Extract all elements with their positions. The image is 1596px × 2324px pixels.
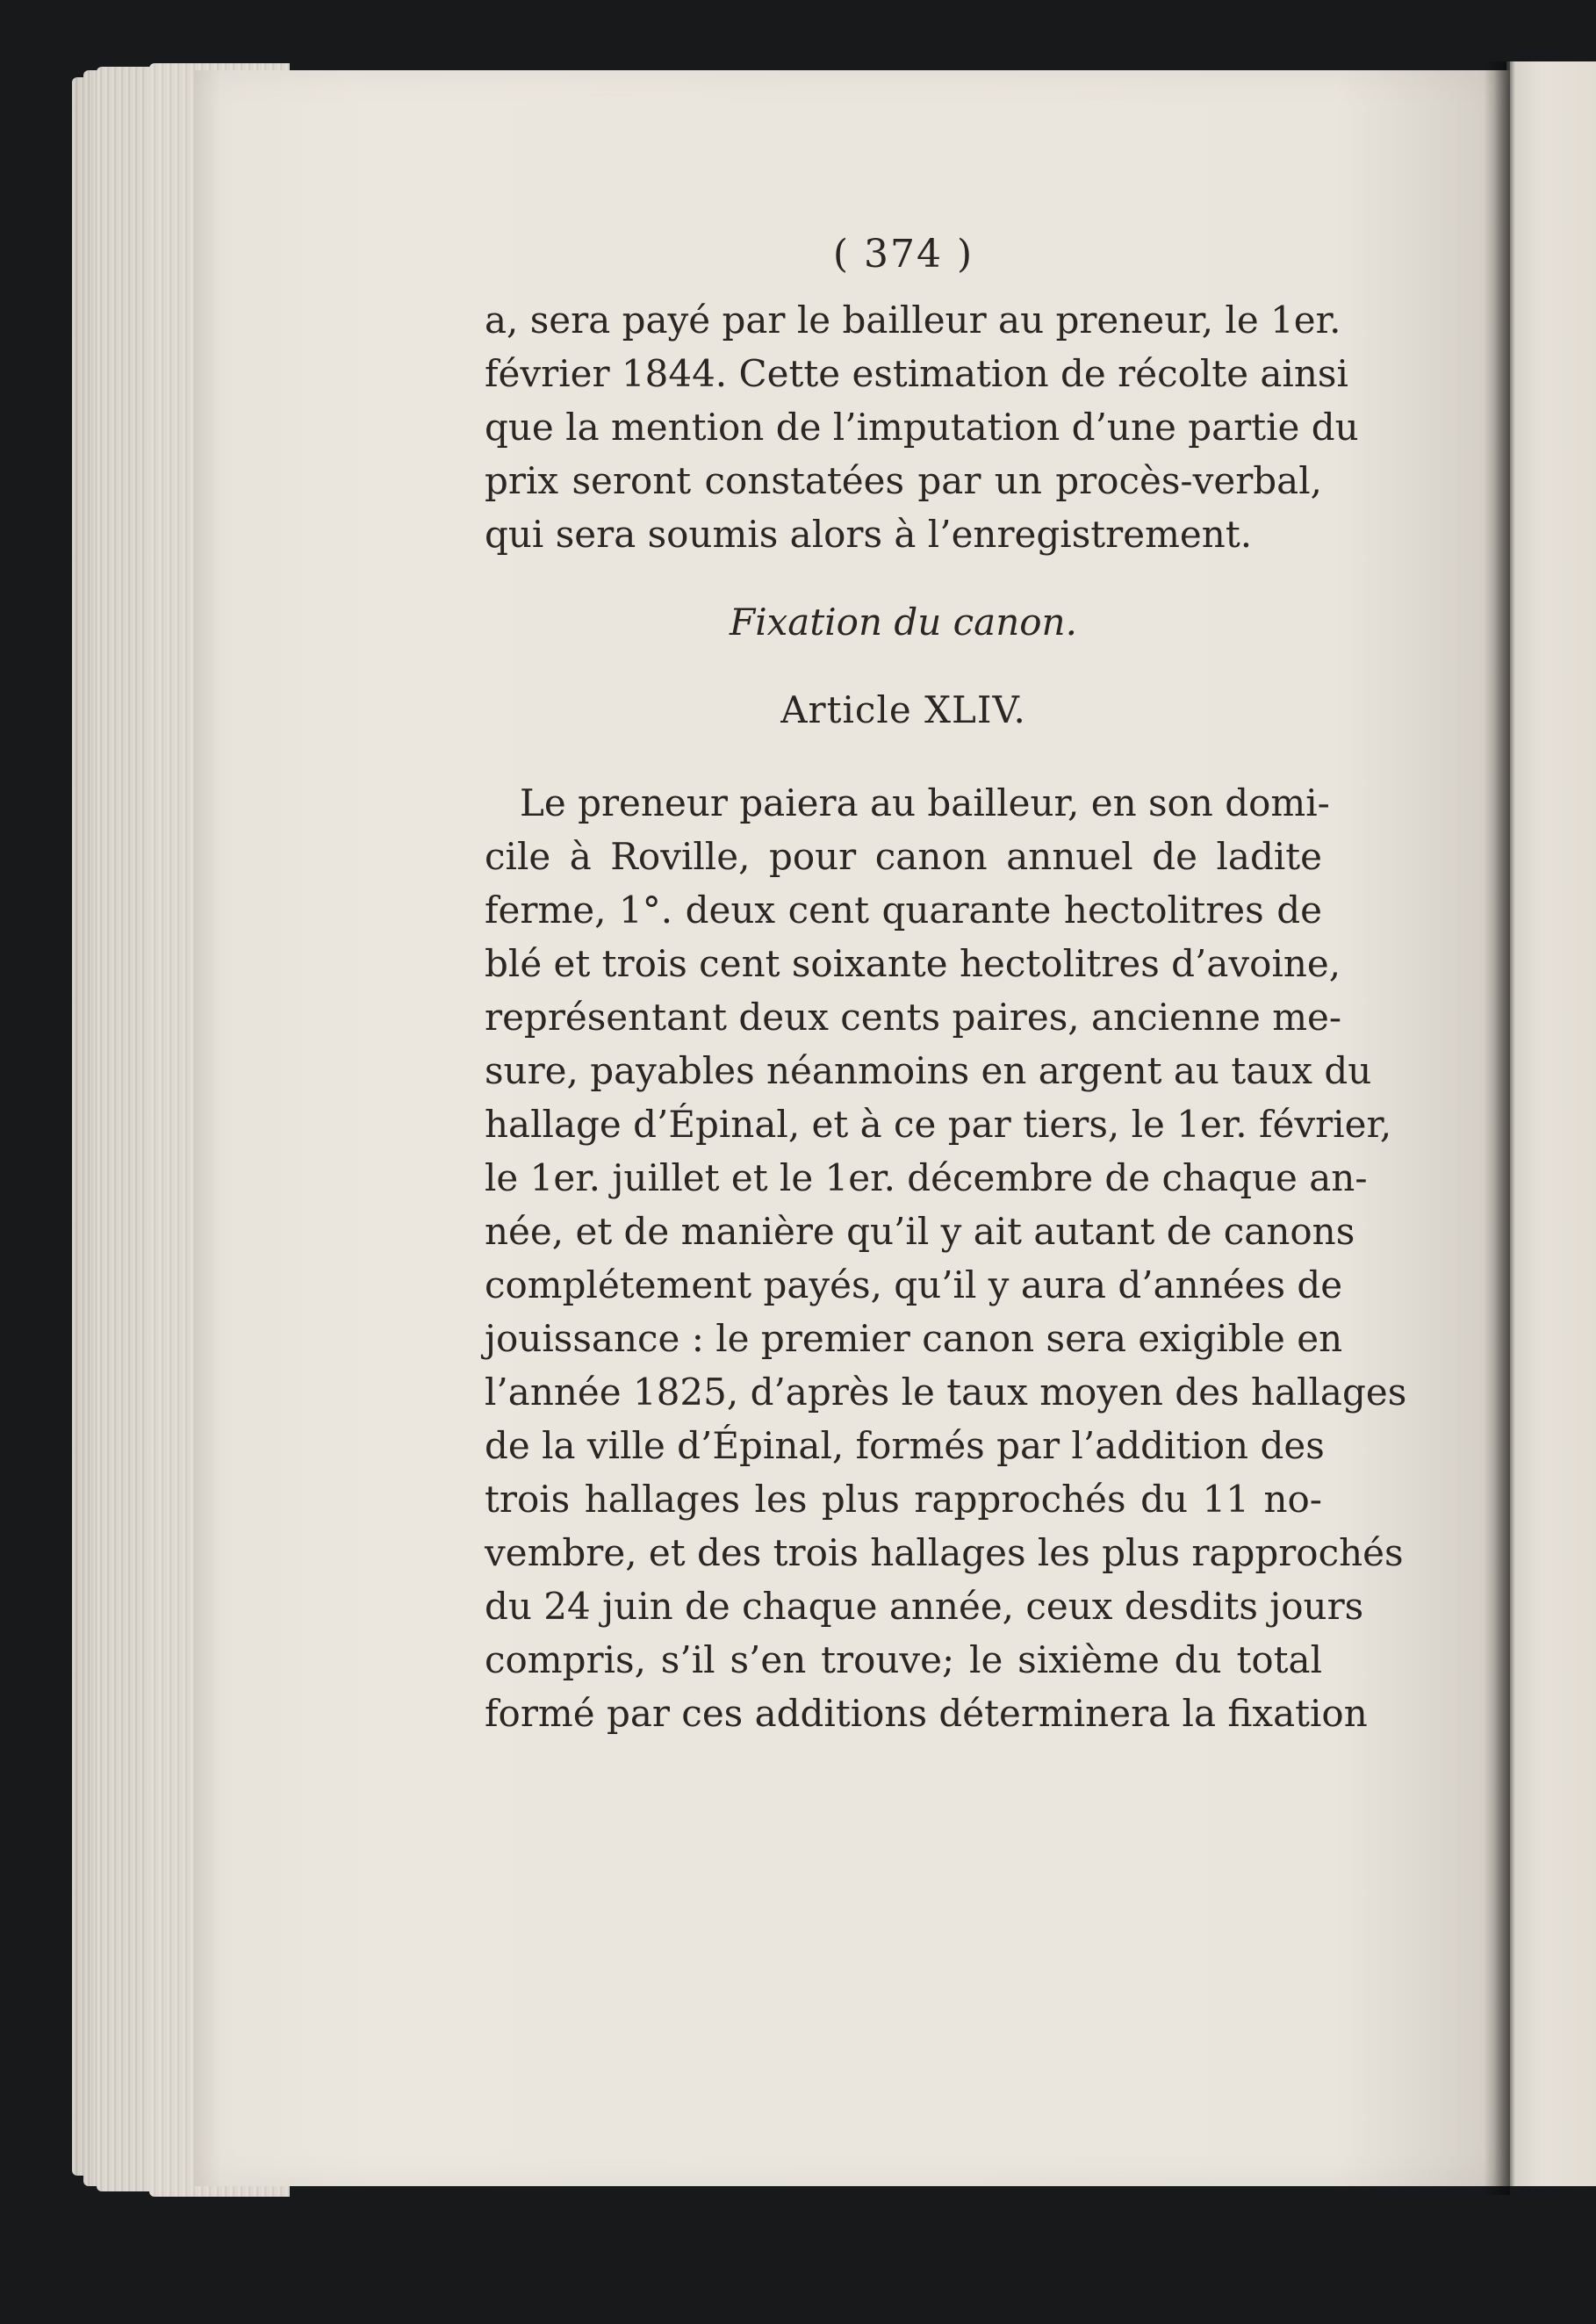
text-line: le 1er. juillet et le 1er. décembre de chaque an- xyxy=(485,1156,1368,1199)
text-line: formé par ces additions déterminera la fixation xyxy=(485,1692,1368,1735)
text-line: vembre, et des trois hallages les plus rapprochés xyxy=(485,1531,1404,1574)
text-line: sure, payables néanmoins en argent au taux du xyxy=(485,1049,1372,1092)
text-line: février 1844. Cette estimation de récolte ainsi xyxy=(485,352,1348,395)
gutter-shadow xyxy=(1484,61,1510,2195)
text-line: cile à Roville, pour canon annuel de ladite xyxy=(485,835,1322,878)
text-line: jouissance : le premier canon sera exigible en xyxy=(485,1317,1343,1360)
text-line: que la mention de l’imputation d’une partie du xyxy=(485,406,1359,449)
text-line: ferme, 1°. deux cent quarante hectolitres de xyxy=(485,889,1322,932)
facing-page xyxy=(1506,61,1596,2186)
text-line: Le preneur paiera au bailleur, en son domi- xyxy=(520,781,1330,824)
text-line: née, et de manière qu’il y ait autant de canons xyxy=(485,1210,1355,1253)
text-line: complétement payés, qu’il y aura d’années de xyxy=(485,1263,1343,1306)
text-line: blé et trois cent soixante hectolitres d’avoine, xyxy=(485,942,1341,985)
text-line: a, sera payé par le bailleur au preneur, le 1er. xyxy=(485,299,1341,342)
text-line: prix seront constatées par un procès-verbal, xyxy=(485,459,1322,502)
text-line: du 24 juin de chaque année, ceux desdits jours xyxy=(485,1585,1364,1628)
text-line: compris, s’il s’en trouve; le sixième du total xyxy=(485,1638,1322,1681)
text-line: trois hallages les plus rapprochés du 11 no- xyxy=(485,1478,1322,1521)
text-line: de la ville d’Épinal, formés par l’addition des xyxy=(485,1424,1325,1467)
text-line: hallage d’Épinal, et à ce par tiers, le 1er. février, xyxy=(485,1103,1392,1146)
section-title: Fixation du canon. xyxy=(730,601,1077,644)
page-number: ( 374 ) xyxy=(832,232,974,277)
text-line: l’année 1825, d’après le taux moyen des hallages xyxy=(485,1371,1407,1414)
text-line: représentant deux cents paires, ancienne me- xyxy=(485,996,1342,1039)
text-line: qui sera soumis alors à l’enregistrement. xyxy=(485,513,1253,556)
article-heading: Article XLIV. xyxy=(780,688,1026,731)
